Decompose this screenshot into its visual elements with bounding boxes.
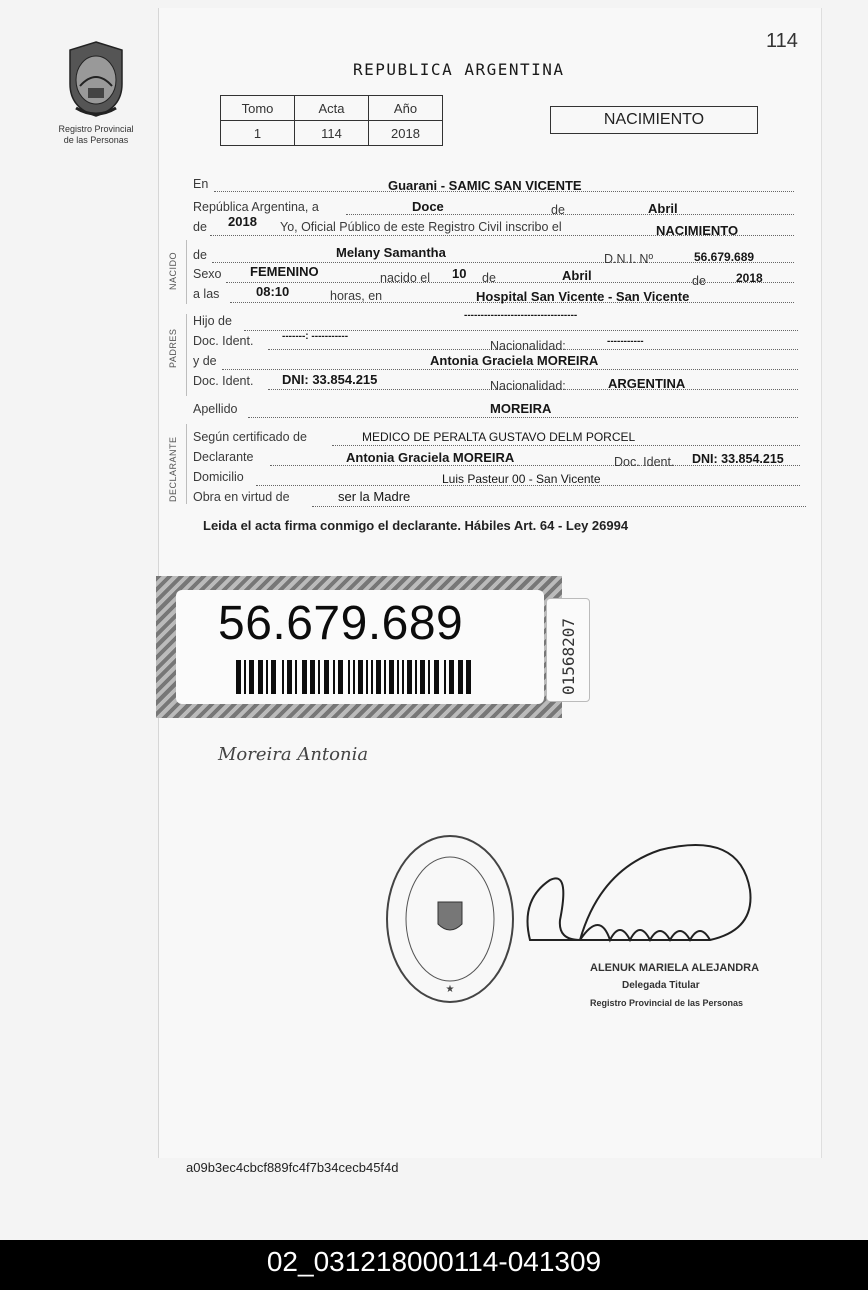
value-mes: Abril	[648, 201, 678, 216]
ref-value-acta: 114	[295, 121, 369, 146]
value-en-virtud: ser la Madre	[338, 489, 411, 504]
label-declarante: Declarante	[193, 450, 254, 464]
line-apellido	[248, 417, 798, 418]
label-a-las: a las	[193, 287, 220, 301]
line-sexo	[226, 282, 794, 283]
reference-table	[220, 95, 443, 146]
serial-tag	[546, 598, 590, 702]
document-hash: a09b3ec4cbcf889fc4f7b34cecb45f4d	[186, 1160, 399, 1175]
closing-text: Leida el acta firma conmigo el declarante. Hábiles Art. 64 - Ley 26994	[203, 518, 629, 533]
value-dia-letras: Doce	[412, 199, 444, 214]
label-de-anio-nac: de	[692, 274, 706, 288]
section-label-declarante: DECLARANTE	[168, 436, 178, 502]
label-de-mes: de	[551, 203, 565, 217]
label-y-de: y de	[193, 354, 217, 368]
nacido-divider	[186, 240, 187, 304]
value-madre-nacionalidad: ARGENTINA	[608, 376, 686, 391]
value-domicilio: Luis Pasteur 00 - San Vicente	[442, 472, 601, 486]
value-lugar: Guarani - SAMIC SAN VICENTE	[388, 178, 582, 193]
label-domicilio: Domicilio	[193, 470, 244, 484]
footer-bar	[0, 1240, 868, 1290]
line-en-virtud	[312, 506, 806, 507]
label-de-anio: de	[193, 220, 207, 234]
value-tipo: NACIMIENTO	[656, 223, 739, 238]
page-number: 114	[766, 30, 798, 52]
label-en: En	[193, 177, 209, 191]
footer-id: 02_031218000114-041309	[266, 1246, 602, 1277]
official-signature-icon	[510, 830, 760, 980]
value-sexo: FEMENINO	[250, 264, 319, 279]
label-doc-ident-declarante: Doc. Ident.	[614, 455, 675, 469]
official-office: Registro Provincial de las Personas	[590, 998, 744, 1008]
label-nacionalidad-madre: Nacionalidad:	[490, 379, 566, 393]
label-doc-ident-madre: Doc. Ident.	[193, 374, 254, 388]
value-nombre: Melany Samantha	[336, 245, 446, 260]
label-doc-ident-padre: Doc. Ident.	[193, 334, 254, 348]
ref-header-anio: Año	[369, 96, 443, 121]
emblem-caption-line2: de las Personas	[63, 135, 129, 145]
label-yo-oficial: Yo, Oficial Público de este Registro Civil inscribo el	[280, 220, 562, 234]
label-dni: D.N.I. Nº	[604, 252, 654, 266]
value-madre: Antonia Graciela MOREIRA	[430, 353, 599, 368]
label-obra-en-virtud: Obra en virtud de	[193, 490, 290, 504]
label-hijo-de: Hijo de	[193, 314, 232, 328]
province-emblem-icon	[62, 38, 130, 120]
emblem-caption-line1: Registro Provincial	[58, 124, 134, 134]
section-label-padres: PADRES	[168, 328, 178, 368]
value-padre: ----------------------------------	[464, 310, 578, 321]
label-horas-en: horas, en	[330, 289, 383, 303]
value-anio: 2018	[228, 214, 257, 229]
serial-number: 01568207	[559, 617, 578, 695]
label-nacido-el: nacido el	[380, 271, 431, 285]
record-type-box: NACIMIENTO	[550, 106, 758, 134]
line-republica	[346, 214, 794, 215]
document-title: REPUBLICA ARGENTINA	[353, 60, 565, 79]
official-name: ALENUK MARIELA ALEJANDRA	[590, 962, 760, 974]
value-declarante-doc: DNI: 33.854.215	[692, 452, 784, 466]
ref-header-acta: Acta	[295, 96, 369, 121]
value-lugar-nac: Hospital San Vicente - San Vicente	[476, 289, 690, 304]
ref-value-anio: 2018	[369, 121, 443, 146]
barcode-icon	[236, 660, 472, 694]
barcode-number: 56.679.689	[218, 597, 464, 650]
value-dni: 56.679.689	[694, 250, 755, 264]
value-apellido: MOREIRA	[490, 401, 552, 416]
official-role: Delegada Titular	[622, 980, 700, 991]
label-de-nombre: de	[193, 248, 207, 262]
emblem-caption	[48, 124, 144, 146]
section-label-nacido: NACIDO	[168, 251, 178, 290]
ref-header-tomo: Tomo	[221, 96, 295, 121]
line-madre	[222, 369, 798, 370]
svg-text:★: ★	[445, 984, 455, 995]
label-apellido: Apellido	[193, 402, 238, 416]
label-sexo: Sexo	[193, 267, 222, 281]
padres-divider	[186, 314, 187, 396]
value-declarante: Antonia Graciela MOREIRA	[346, 450, 515, 465]
label-republica: República Argentina, a	[193, 200, 319, 214]
ref-value-tomo: 1	[221, 121, 295, 146]
value-padre-nacionalidad: -----------	[607, 336, 644, 347]
value-certificado: MEDICO DE PERALTA GUSTAVO DELM PORCEL	[362, 430, 636, 444]
barcode-sticker	[176, 590, 544, 704]
declarant-signature: Moreira Antonia	[218, 744, 369, 765]
value-mes-nac: Abril	[562, 268, 592, 283]
label-de-mes-nac: de	[482, 271, 496, 285]
value-dia-nac: 10	[452, 266, 467, 281]
value-madre-doc: DNI: 33.854.215	[282, 372, 378, 387]
value-hora: 08:10	[256, 284, 290, 299]
label-nacionalidad-padre: Nacionalidad:	[490, 339, 566, 353]
declarante-divider	[186, 424, 187, 504]
line-certificado	[332, 445, 800, 446]
label-segun-certificado: Según certificado de	[193, 430, 307, 444]
official-stamp-icon	[383, 832, 517, 1006]
value-padre-doc: -------: -----------	[282, 331, 349, 342]
value-anio-nac: 2018	[736, 271, 763, 285]
